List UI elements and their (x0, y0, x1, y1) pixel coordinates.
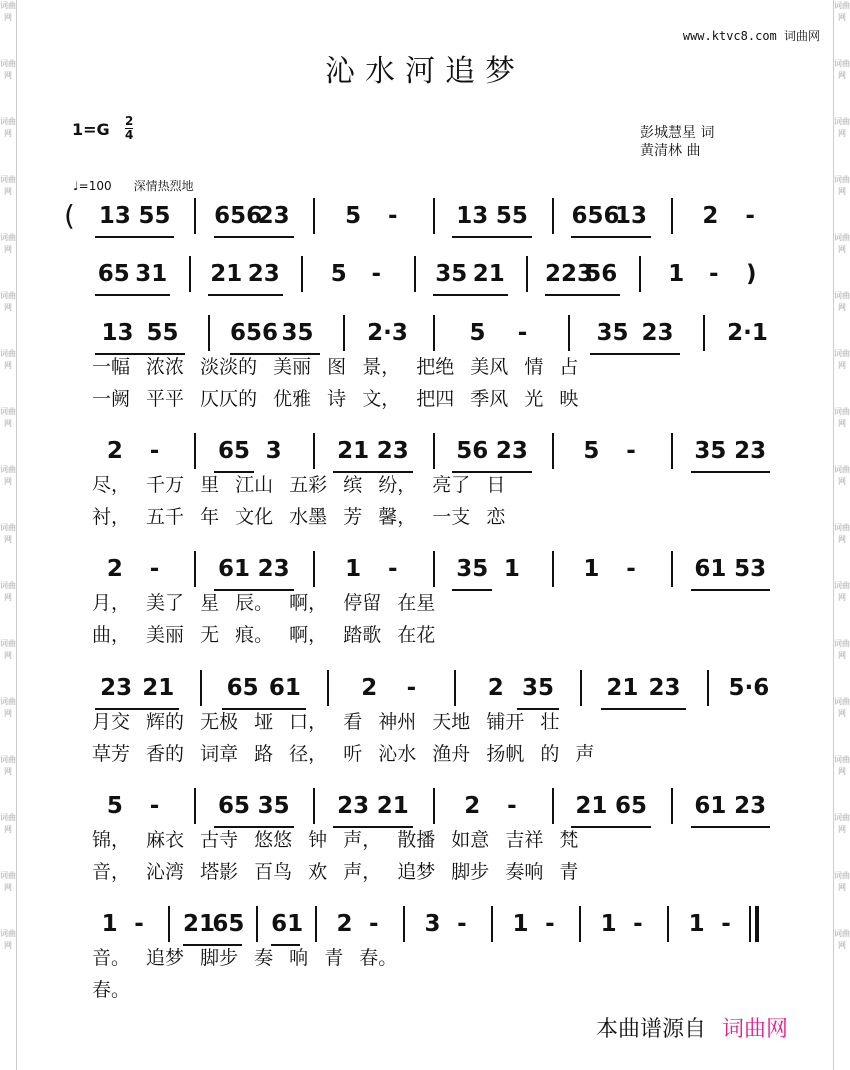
side-watermark-text: 词曲网 (834, 175, 850, 196)
final-bar-line (755, 906, 759, 942)
note-group: 1 (345, 556, 362, 582)
side-watermark-text: 词曲网 (834, 871, 850, 892)
footer-source-text: 本曲谱源自 (596, 1017, 707, 1042)
footer-brand: 词曲网 (722, 1017, 789, 1042)
bar-line (671, 198, 673, 234)
side-watermark-text: 词曲网 (0, 407, 16, 428)
note-group: 5 (583, 438, 600, 464)
side-watermark-text: 词曲网 (834, 233, 850, 254)
bar-line (707, 670, 709, 706)
key-signature: 1=G (72, 120, 110, 139)
note-group: 1 (688, 911, 705, 937)
note-group: 31 (133, 254, 171, 296)
bar-line (491, 906, 493, 942)
note-group: 35 (590, 313, 635, 355)
note-group: 61 (271, 904, 300, 946)
note-group: 1 (583, 556, 600, 582)
tempo-mark: ♩=100 (73, 179, 112, 193)
note-group: 1 (600, 911, 617, 937)
score-row (0, 431, 850, 471)
score-row (0, 549, 850, 589)
side-watermark-text: 词曲网 (0, 871, 16, 892)
bar-line (454, 670, 456, 706)
side-watermark-text: 词曲网 (834, 581, 850, 602)
note-group: 5·6 (728, 675, 770, 701)
lyric-line: 衬， 五千 年 文化 水墨 芳 馨， 一支 恋 (92, 506, 506, 528)
lyric-line: 春。 (92, 979, 131, 1001)
bar-line (194, 433, 196, 469)
dash-extender: - (507, 793, 517, 819)
note-group: 656 (571, 196, 611, 238)
note-group: 61 (214, 549, 254, 591)
bar-line (526, 256, 528, 292)
side-watermark-text: 词曲网 (0, 465, 16, 486)
note-group: 65 (95, 254, 133, 296)
bar-line (313, 551, 315, 587)
bar-line (580, 670, 582, 706)
note-group: 65 (611, 786, 651, 828)
bar-line (433, 198, 435, 234)
dash-extender: - (388, 556, 398, 582)
bar-line (343, 315, 345, 351)
time-signature (125, 115, 133, 142)
dash-extender: - (745, 203, 755, 229)
dash-extender: - (371, 261, 382, 287)
bar-line (256, 906, 258, 942)
note-group: 3 (265, 438, 282, 464)
note-group: 35 (452, 549, 492, 591)
note-group: 2 (702, 203, 719, 229)
note-group: 21 (470, 254, 508, 296)
note-group: 21 (571, 786, 611, 828)
note-group: 2 (464, 793, 481, 819)
side-watermark-text: 词曲网 (834, 291, 850, 312)
bar-line (671, 551, 673, 587)
bar-line (313, 788, 315, 824)
note-group: 2 (106, 556, 123, 582)
note-group: 1 (101, 911, 118, 937)
time-signature-denominator: 4 (125, 128, 134, 142)
side-watermark-text: 词曲网 (834, 1, 850, 22)
note-group: 13 (611, 196, 651, 238)
lyric-line: 尽， 千万 里 江山 五彩 缤 纷， 亮了 日 (92, 474, 506, 496)
bar-line (552, 788, 554, 824)
side-watermark-text: 词曲网 (0, 929, 16, 950)
note-group: 21 (333, 431, 373, 473)
bar-line (639, 256, 641, 292)
repeat-open-paren: ( (64, 199, 75, 232)
score-row (0, 668, 850, 708)
side-watermark-text: 词曲网 (0, 813, 16, 834)
lyric-line: 音。 追梦 脚步 奏 响 青 春。 (92, 947, 398, 969)
bar-line (671, 788, 673, 824)
bar-line (315, 906, 317, 942)
side-watermark-text: 词曲网 (834, 407, 850, 428)
note-group: 65 (214, 786, 254, 828)
note-group: 5 (106, 793, 123, 819)
tempo-line (73, 177, 194, 194)
note-group: 65 (222, 668, 264, 710)
bar-line (403, 906, 405, 942)
expression-mark: 深情热烈地 (133, 179, 194, 193)
score-row (0, 904, 850, 944)
song-title: 沁水河追梦 (325, 54, 525, 89)
note-group: 65 (212, 904, 241, 946)
dash-extender: - (406, 675, 417, 701)
bar-line (552, 433, 554, 469)
note-group: 1 (512, 911, 529, 937)
bar-line (433, 788, 435, 824)
lyric-line: 音， 沁湾 塔影 百鸟 欢 声， 追梦 脚步 奏响 青 (92, 861, 579, 883)
bar-line (667, 906, 669, 942)
note-group: 3 (424, 911, 441, 937)
time-signature-numerator: 2 (125, 114, 134, 128)
note-group: 2·3 (367, 320, 408, 346)
side-watermark-text: 词曲网 (0, 639, 16, 660)
note-group: 23 (373, 431, 413, 473)
lyric-line: 月交 辉的 无极 垭 口， 看 神州 天地 铺开 壮 (92, 711, 560, 733)
bar-line (552, 198, 554, 234)
bar-line (433, 433, 435, 469)
note-group: 61 (691, 549, 731, 591)
score-row (0, 196, 850, 236)
side-watermark-text: 词曲网 (834, 59, 850, 80)
note-group: 2 (106, 438, 123, 464)
side-watermark-text: 词曲网 (834, 465, 850, 486)
side-watermark-text: 词曲网 (834, 697, 850, 718)
note-group: 1 (503, 556, 520, 582)
dash-extender: - (545, 911, 555, 937)
side-watermark-text: 词曲网 (0, 581, 16, 602)
bar-line (194, 551, 196, 587)
note-group: 21 (208, 254, 246, 296)
note-group: 35 (433, 254, 471, 296)
lyric-line: 一幅 浓浓 淡淡的 美丽 图 景， 把绝 美风 情 占 (92, 356, 579, 378)
lyric-line: 草芳 香的 词章 路 径， 听 沁水 渔舟 扬帆 的 声 (92, 743, 595, 765)
note-group: 656 (230, 313, 275, 355)
side-watermark-text: 词曲网 (0, 349, 16, 370)
lyric-line: 月， 美了 星 辰。 啊， 停留 在星 (92, 592, 436, 614)
dash-extender: - (626, 556, 636, 582)
note-group: 23 (333, 786, 373, 828)
note-group: 5 (330, 261, 347, 287)
note-group: 5 (469, 320, 486, 346)
side-watermark-text: 词曲网 (834, 639, 850, 660)
note-group: 23 (730, 431, 770, 473)
dash-extender: - (134, 911, 144, 937)
note-group: 56 (583, 254, 621, 296)
dash-extender: - (149, 438, 160, 464)
note-group: 13 (95, 313, 140, 355)
dash-extender: - (721, 911, 731, 937)
lyric-line: 锦， 麻衣 古寺 悠悠 钟 声， 散播 如意 吉祥 梵 (92, 829, 579, 851)
side-watermark-text: 词曲网 (0, 755, 16, 776)
side-watermark-text: 词曲网 (0, 175, 16, 196)
score-row (0, 254, 850, 294)
dash-extender: - (626, 438, 636, 464)
dash-extender: - (633, 911, 643, 937)
final-bar-line (168, 906, 170, 942)
bar-line (194, 788, 196, 824)
side-watermark-text: 词曲网 (834, 929, 850, 950)
side-watermark-text: 词曲网 (0, 1, 16, 22)
side-watermark-text: 词曲网 (0, 59, 16, 80)
dash-extender: - (457, 911, 467, 937)
note-group: 56 (452, 431, 492, 473)
dash-extender: - (517, 320, 528, 346)
note-group: 2 (487, 675, 504, 701)
bar-line (301, 256, 303, 292)
score-row (0, 786, 850, 826)
bar-line (313, 433, 315, 469)
note-group: 2 (336, 911, 353, 937)
lyric-line: 一阙 平平 仄仄的 优雅 诗 文， 把四 季风 光 映 (92, 388, 579, 410)
note-group: 13 (452, 196, 492, 238)
note-group: 23 (492, 431, 532, 473)
note-group: 55 (135, 196, 175, 238)
note-group: 2 (361, 675, 378, 701)
bar-line (579, 906, 581, 942)
note-group: 35 (517, 668, 559, 710)
note-group: 2·1 (727, 320, 768, 346)
note-group: 65 (214, 431, 254, 473)
side-watermark-text: 词曲网 (0, 233, 16, 254)
side-watermark-text: 词曲网 (0, 697, 16, 718)
note-group: 55 (492, 196, 532, 238)
note-group: 35 (275, 313, 320, 355)
dash-extender: - (369, 911, 379, 937)
composer: 黄清林 曲 (640, 143, 701, 159)
note-group: 21 (373, 786, 413, 828)
note-group: 23 (254, 196, 294, 238)
note-group: 23 (643, 668, 685, 710)
footer-source (596, 1012, 788, 1043)
note-group: 21 (183, 904, 212, 946)
bar-line (671, 433, 673, 469)
note-group: ) (745, 261, 757, 287)
side-watermark-text: 词曲网 (0, 117, 16, 138)
note-group: 35 (691, 431, 731, 473)
side-watermark-text: 词曲网 (834, 755, 850, 776)
dash-extender: - (708, 261, 719, 287)
side-watermark-text: 词曲网 (0, 523, 16, 544)
note-group: 23 (635, 313, 680, 355)
bar-line (208, 315, 210, 351)
dash-extender: - (149, 793, 160, 819)
note-group: 223 (545, 254, 583, 296)
side-watermark-text: 词曲网 (834, 117, 850, 138)
side-watermark-text: 词曲网 (834, 523, 850, 544)
note-group: 23 (730, 786, 770, 828)
side-watermark-text: 词曲网 (834, 813, 850, 834)
bar-line (433, 551, 435, 587)
bar-line (568, 315, 570, 351)
note-group: 53 (730, 549, 770, 591)
dash-extender: - (388, 203, 398, 229)
site-watermark: www.ktvc8.com 词曲网 (682, 29, 820, 43)
score-row (0, 313, 850, 353)
note-group: 61 (691, 786, 731, 828)
note-group: 23 (254, 549, 294, 591)
note-group: 1 (668, 261, 685, 287)
bar-line (194, 198, 196, 234)
bar-line (552, 551, 554, 587)
note-group: 23 (245, 254, 283, 296)
bar-line (414, 256, 416, 292)
bar-line (200, 670, 202, 706)
dash-extender: - (149, 556, 160, 582)
bar-line (433, 315, 435, 351)
side-watermark-text: 词曲网 (0, 291, 16, 312)
bar-line (313, 198, 315, 234)
note-group: 35 (254, 786, 294, 828)
bar-line (703, 315, 705, 351)
bar-line (327, 670, 329, 706)
note-group: 23 (95, 668, 137, 710)
final-bar-line-thin (749, 906, 751, 942)
credits (640, 124, 714, 160)
note-group: 656 (214, 196, 254, 238)
lyric-line: 曲， 美丽 无 痕。 啊， 踏歌 在花 (92, 624, 436, 646)
note-group: 5 (345, 203, 362, 229)
note-group: 21 (137, 668, 179, 710)
lyricist: 彭城慧星 词 (640, 125, 715, 141)
note-group: 21 (601, 668, 643, 710)
note-group: 61 (264, 668, 306, 710)
note-group: 55 (140, 313, 185, 355)
bar-line (189, 256, 191, 292)
note-group: 13 (95, 196, 135, 238)
side-watermark-text: 词曲网 (834, 349, 850, 370)
